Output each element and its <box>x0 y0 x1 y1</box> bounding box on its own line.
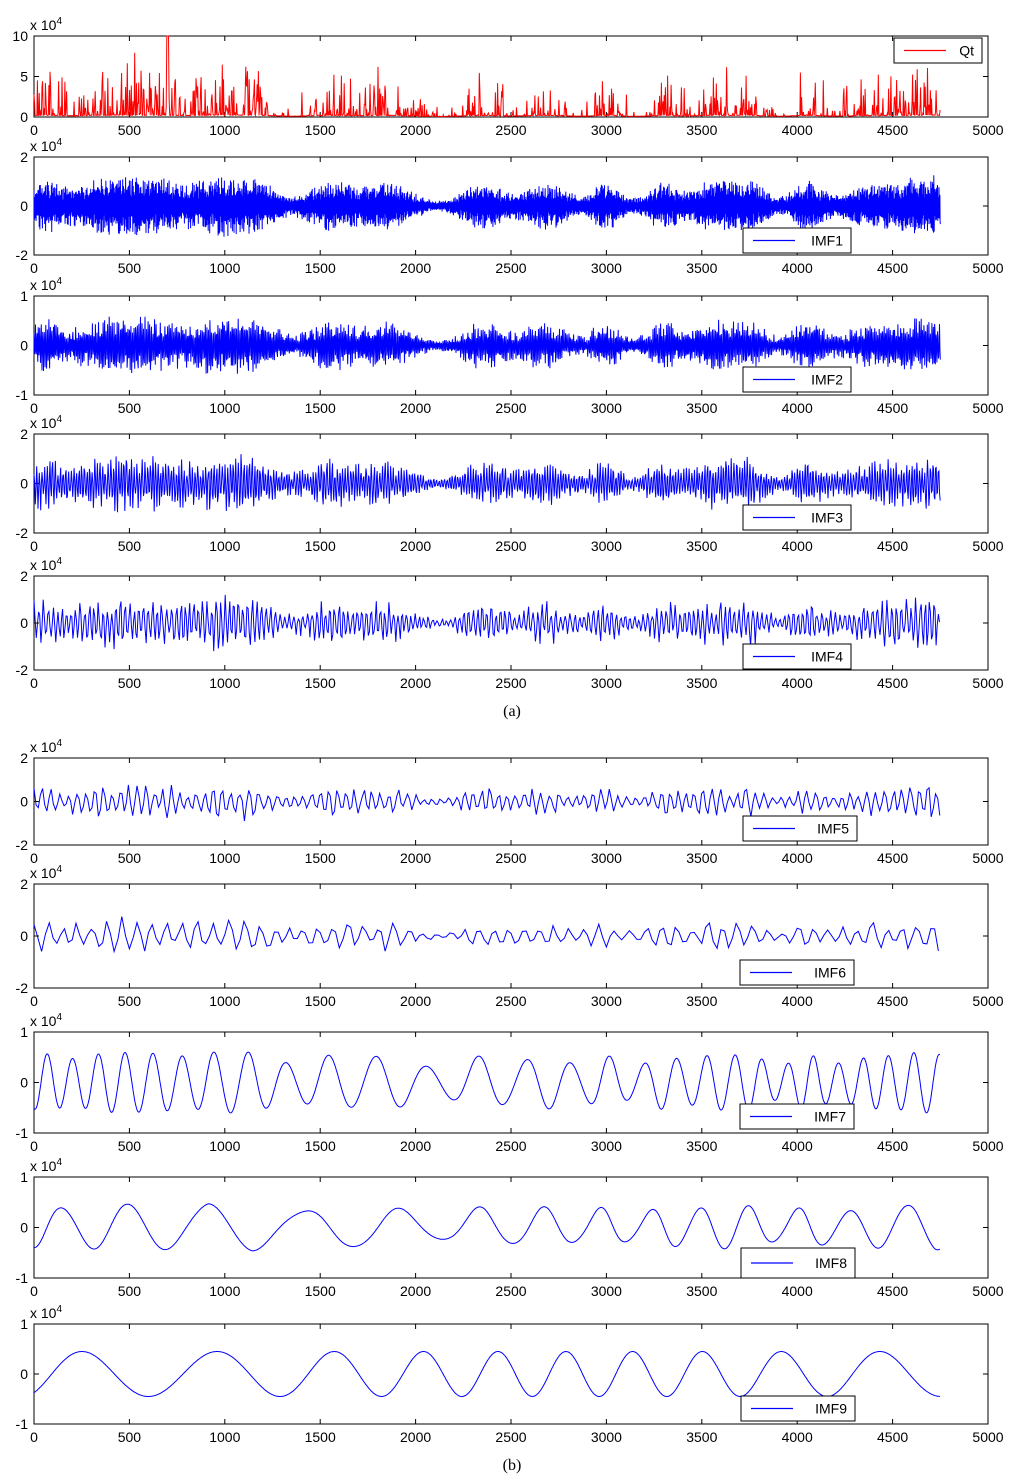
legend-label: IMF5 <box>817 820 849 837</box>
x-tick-label: 2500 <box>495 260 527 276</box>
y-tick-label: -1 <box>15 1125 28 1141</box>
x-tick-label: 3000 <box>590 675 622 691</box>
y-tick-label: 0 <box>20 928 28 944</box>
x-tick-label: 1000 <box>209 1429 241 1445</box>
x-tick-label: 4000 <box>781 1283 813 1299</box>
y-exponent-label: x $10^4$ <box>30 276 63 293</box>
y-tick-label: 5 <box>20 68 28 85</box>
y-exponent-label: x $10^4$ <box>30 16 63 33</box>
y-tick-label: 0 <box>20 109 28 125</box>
x-tick-label: 4500 <box>877 850 909 866</box>
legend-label: IMF2 <box>811 371 843 388</box>
x-tick-label: 2000 <box>400 400 432 416</box>
chart-imf5 <box>16 738 1004 866</box>
y-tick-label: 2 <box>20 426 28 442</box>
x-tick-label: 4000 <box>781 538 813 554</box>
y-tick-label: 0 <box>20 1366 28 1382</box>
y-exponent: 4 <box>56 864 63 875</box>
x-tick-label: 500 <box>117 675 142 691</box>
y-exponent: 4 <box>56 1012 63 1023</box>
x-tick-label: 2000 <box>400 1138 432 1154</box>
x-tick-label: 1500 <box>304 1283 336 1299</box>
x-tick-label: 0 <box>30 260 38 276</box>
chart-imf6 <box>16 864 1004 1009</box>
chart-imf2 <box>16 276 1004 416</box>
y-tick-label: 2 <box>20 876 28 892</box>
x-tick-label: 4000 <box>781 260 813 276</box>
y-tick-label: -2 <box>15 837 28 853</box>
x-tick-label: 4000 <box>781 400 813 416</box>
x-tick-label: 3500 <box>686 1429 718 1445</box>
x-tick-label: 4000 <box>781 1138 813 1154</box>
x-tick-label: 2000 <box>400 993 432 1009</box>
y-tick-label: -2 <box>15 980 28 996</box>
x-tick-label: 500 <box>117 122 142 138</box>
x-tick-label: 3000 <box>590 538 622 554</box>
x-tick-label: 3000 <box>590 1429 622 1445</box>
x-tick-label: 1000 <box>209 993 241 1009</box>
x-tick-label: 4500 <box>877 1138 909 1154</box>
legend-label: IMF8 <box>815 1255 847 1271</box>
legend-label: IMF6 <box>814 964 846 981</box>
legend-label: IMF4 <box>811 648 843 665</box>
x-tick-label: 1000 <box>209 1283 241 1299</box>
x-tick-label: 1000 <box>209 122 241 138</box>
x-tick-label: 5000 <box>972 993 1004 1009</box>
x-tick-label: 5000 <box>972 122 1004 138</box>
legend-label: IMF9 <box>815 1400 847 1417</box>
x-tick-label: 4000 <box>781 675 813 691</box>
x-tick-label: 3500 <box>686 993 718 1009</box>
x-tick-label: 2500 <box>495 1429 527 1445</box>
x-tick-label: 2500 <box>495 993 527 1009</box>
x-tick-label: 1000 <box>209 1138 241 1154</box>
x-tick-label: 500 <box>117 1138 142 1154</box>
y-exponent: 4 <box>56 414 63 425</box>
x-tick-label: 4000 <box>781 122 813 138</box>
chart-imf7 <box>16 1012 1004 1154</box>
x-tick-label: 5000 <box>972 1283 1004 1299</box>
x-tick-label: 0 <box>30 538 38 554</box>
x-tick-label: 0 <box>30 1283 38 1299</box>
y-exponent: 4 <box>56 276 63 287</box>
y-tick-label: 10 <box>12 28 28 44</box>
x-tick-label: 2000 <box>400 538 432 554</box>
x-tick-label: 3000 <box>590 122 622 138</box>
chart-imf3 <box>16 414 1004 554</box>
y-exponent-label: x $10^4$ <box>30 137 63 154</box>
panel-label-b: (b) <box>502 1457 522 1474</box>
y-tick-label: -1 <box>15 387 28 403</box>
legend-label: IMF3 <box>811 509 843 526</box>
x-tick-label: 3500 <box>686 1283 718 1299</box>
x-tick-label: 1000 <box>209 400 241 416</box>
x-tick-label: 1500 <box>304 993 336 1009</box>
x-tick-label: 1000 <box>209 538 241 554</box>
x-tick-label: 1000 <box>209 850 241 866</box>
y-tick-label: 0 <box>20 337 28 354</box>
y-exponent-label: x $10^4$ <box>30 864 63 881</box>
x-tick-label: 3000 <box>590 850 622 866</box>
x-tick-label: 4500 <box>877 1283 909 1299</box>
y-exponent: 4 <box>56 738 63 749</box>
y-exponent-label: x $10^4$ <box>30 738 63 755</box>
x-tick-label: 3000 <box>590 1138 622 1154</box>
legend-label: IMF7 <box>814 1108 846 1125</box>
x-tick-label: 2500 <box>495 122 527 138</box>
x-tick-label: 500 <box>117 1283 142 1299</box>
x-tick-label: 3500 <box>686 538 718 554</box>
x-tick-label: 1500 <box>304 260 336 276</box>
x-tick-label: 500 <box>117 400 142 416</box>
x-tick-label: 500 <box>117 1429 142 1445</box>
y-tick-label: 2 <box>20 149 28 165</box>
x-tick-label: 5000 <box>972 1429 1004 1445</box>
x-tick-label: 3500 <box>686 400 718 416</box>
x-tick-label: 2000 <box>400 850 432 866</box>
y-exponent-label: x $10^4$ <box>30 1157 63 1174</box>
x-tick-label: 1000 <box>209 675 241 691</box>
x-tick-label: 3000 <box>590 993 622 1009</box>
y-exponent-label: x $10^4$ <box>30 1304 63 1321</box>
x-tick-label: 1500 <box>304 538 336 554</box>
x-tick-label: 2500 <box>495 850 527 866</box>
y-exponent: 4 <box>56 16 63 27</box>
y-exponent: 4 <box>56 137 63 148</box>
x-tick-label: 2500 <box>495 1138 527 1154</box>
x-tick-label: 2000 <box>400 1283 432 1299</box>
x-tick-label: 2000 <box>400 1429 432 1445</box>
x-tick-label: 500 <box>117 538 142 554</box>
y-exponent: 4 <box>56 1304 63 1315</box>
y-exponent-label: x $10^4$ <box>30 556 63 573</box>
x-tick-label: 2000 <box>400 122 432 138</box>
x-tick-label: 500 <box>117 850 142 866</box>
x-tick-label: 3500 <box>686 260 718 276</box>
x-tick-label: 2500 <box>495 400 527 416</box>
x-tick-label: 2500 <box>495 675 527 691</box>
x-tick-label: 2500 <box>495 1283 527 1299</box>
y-tick-label: 0 <box>20 198 28 214</box>
x-tick-label: 4500 <box>877 122 909 138</box>
plot-area <box>34 36 988 117</box>
y-tick-label: -2 <box>15 247 28 263</box>
y-exponent-label: x $10^4$ <box>30 1012 63 1029</box>
x-tick-label: 0 <box>30 675 38 691</box>
y-tick-label: 0 <box>20 475 28 492</box>
x-tick-label: 4500 <box>877 400 909 416</box>
x-tick-label: 5000 <box>972 260 1004 276</box>
y-exponent-label: x $10^4$ <box>30 414 63 431</box>
y-tick-label: 0 <box>20 1219 28 1236</box>
legend-label: IMF1 <box>811 232 843 249</box>
y-exponent: 4 <box>56 556 63 567</box>
x-tick-label: 4000 <box>781 1429 813 1445</box>
x-tick-label: 2000 <box>400 675 432 691</box>
y-tick-label: 0 <box>20 615 28 631</box>
y-tick-label: 1 <box>20 1169 28 1185</box>
x-tick-label: 3500 <box>686 122 718 138</box>
x-tick-label: 3000 <box>590 400 622 416</box>
x-tick-label: 2500 <box>495 538 527 554</box>
chart-imf4 <box>16 556 1004 691</box>
x-tick-label: 0 <box>30 1138 38 1154</box>
x-tick-label: 3000 <box>590 260 622 276</box>
panel-label-a: (a) <box>503 703 521 720</box>
y-tick-label: 2 <box>20 568 28 584</box>
y-tick-label: -1 <box>15 1416 28 1432</box>
x-tick-label: 2000 <box>400 260 432 276</box>
y-tick-label: 0 <box>20 793 28 810</box>
x-tick-label: 4500 <box>877 538 909 554</box>
y-tick-label: 1 <box>20 288 28 304</box>
y-tick-label: 2 <box>20 750 28 766</box>
x-tick-label: 0 <box>30 1429 38 1445</box>
chart-imf8 <box>16 1157 1004 1299</box>
x-tick-label: 5000 <box>972 1138 1004 1154</box>
x-tick-label: 1500 <box>304 122 336 138</box>
x-tick-label: 1500 <box>304 675 336 691</box>
x-tick-label: 5000 <box>972 538 1004 554</box>
x-tick-label: 4000 <box>781 850 813 866</box>
x-tick-label: 3000 <box>590 1283 622 1299</box>
x-tick-label: 0 <box>30 400 38 416</box>
x-tick-label: 3500 <box>686 675 718 691</box>
x-tick-label: 1500 <box>304 1429 336 1445</box>
x-tick-label: 3500 <box>686 850 718 866</box>
x-tick-label: 5000 <box>972 675 1004 691</box>
x-tick-label: 0 <box>30 850 38 866</box>
legend-label: Qt <box>959 42 974 59</box>
y-tick-label: 1 <box>20 1024 28 1040</box>
x-tick-label: 1500 <box>304 850 336 866</box>
x-tick-label: 5000 <box>972 850 1004 866</box>
x-tick-label: 4500 <box>877 993 909 1009</box>
x-tick-label: 0 <box>30 993 38 1009</box>
y-exponent: 4 <box>56 1157 63 1168</box>
x-tick-label: 500 <box>117 993 142 1009</box>
x-tick-label: 5000 <box>972 400 1004 416</box>
x-tick-label: 1000 <box>209 260 241 276</box>
y-tick-label: 1 <box>20 1316 28 1332</box>
chart-qt <box>12 16 1003 138</box>
x-tick-label: 500 <box>117 260 142 276</box>
y-tick-label: -1 <box>15 1270 28 1286</box>
y-tick-label: -2 <box>15 525 28 541</box>
x-tick-label: 1500 <box>304 400 336 416</box>
chart-imf9 <box>16 1304 1004 1445</box>
x-tick-label: 1500 <box>304 1138 336 1154</box>
x-tick-label: 4500 <box>877 1429 909 1445</box>
y-tick-label: -2 <box>15 662 28 678</box>
x-tick-label: 0 <box>30 122 38 138</box>
y-tick-label: 0 <box>20 1074 28 1091</box>
x-tick-label: 4500 <box>877 675 909 691</box>
x-tick-label: 3500 <box>686 1138 718 1154</box>
chart-imf1 <box>16 137 1004 276</box>
x-tick-label: 4500 <box>877 260 909 276</box>
x-tick-label: 4000 <box>781 993 813 1009</box>
